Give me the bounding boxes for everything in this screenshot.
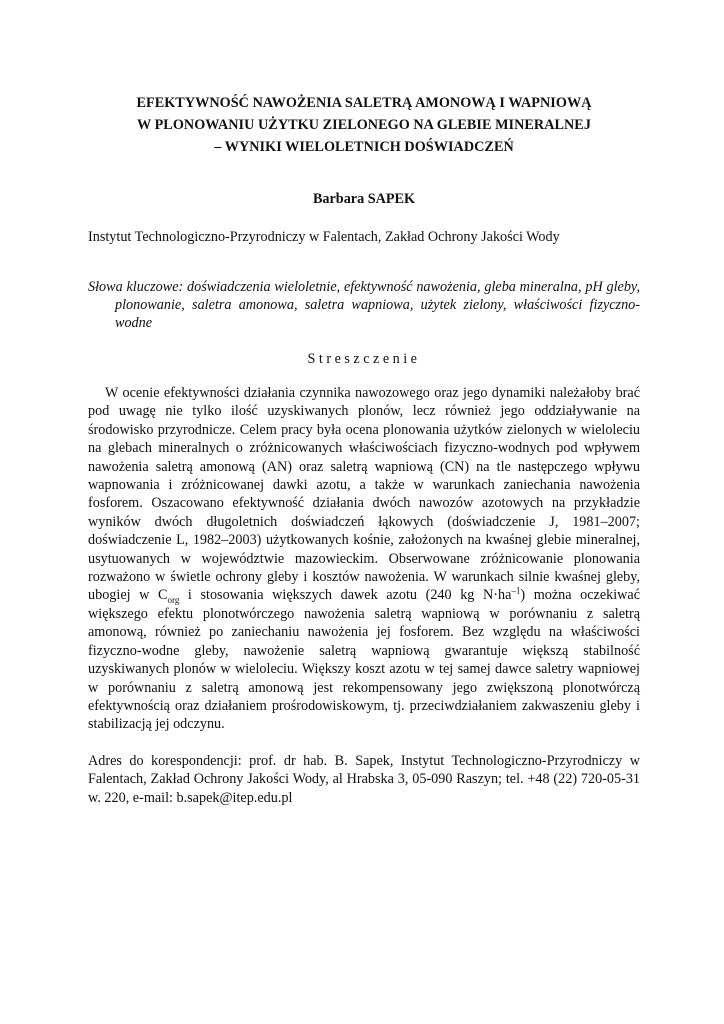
title-line-3: – WYNIKI WIELOLETNICH DOŚWIADCZEŃ [214, 139, 514, 155]
abstract-subscript: org [167, 595, 180, 606]
abstract-superscript: –1 [511, 585, 521, 596]
title-line-1: EFEKTYWNOŚĆ NAWOŻENIA SALETRĄ AMONOWĄ I WAPNIOWĄ [136, 95, 592, 111]
abstract-part-3: ) można oczekiwać większego efektu plonotwórczego nawożenia saletrą wapniową w porównaniu z saletrą amonową, również po zaniechaniu nawożenia jej fosforem. Bez względu na właściwości fizyczno-wodne gleby, nawożenie saletrą wapniową gwarantuje większą stabilność uzyskiwanych plonów w wieloleciu. Większy koszt azotu w tej samej dawce saletry wapniowej w porównaniu z saletrą amonową jest rekompensowany jego zwiększoną plonotwórczą efektywnością oraz działaniem prośrodowiskowym, tj. przeciwdziałaniem zakwaszeniu gleby i stabilizacją jej odczynu. [88, 587, 640, 733]
abstract-heading: Streszczenie [307, 351, 421, 367]
keywords: Słowa kluczowe: doświadczenia wieloletnie, efektywność nawożenia, gleba mineralna, pH gleby, plonowanie, saletra amonowa, saletra wapniowa, użytek zielony, właściwości fizyczno-wodne [88, 279, 640, 331]
abstract-text [88, 384, 640, 734]
correspondence-address: Adres do korespondencji: prof. dr hab. B. Sapek, Instytut Technologiczno-Przyrodniczy w Falentach, Zakład Ochrony Jakości Wody, al Hrabska 3, 05-090 Raszyn; tel. +48 (22) 720-05-31 w. 220, e-mail: b.sapek@itep.edu.pl [88, 752, 640, 806]
abstract-part-1: W ocenie efektywności działania czynnika nawozowego oraz jego dynamiki należałoby brać pod uwagę nie tylko ilość uzyskiwanych plonów, lecz również jego oddziaływanie na środowisko przyrodnicze. Celem pracy była ocena plonowania użytków zielonych w wieloleciu na glebach mineralnych o zróżnicowanych właściwościach fizyczno-wodnych pod wpływem nawożenia saletrą amonową (AN) oraz saletrą wapniową (CN) na tle następczego wpływu wapnowania i zróżnicowanej dawki azotu, a także w warunkach zaniechania nawożenia fosforem. Oszacowano efektywność działania dwóch nawozów azotowych na przykładzie wyników dwóch długoletnich doświadczeń łąkowych (doświadczenie J, 1981–2007; doświadczenie L, 1982–2003) użytkowanych kośnie, założonych na kwaśnej glebie mineralnej, usytuowanych w województwie mazowieckim. Obserwowane zróżnicowanie plonowania rozważono w świetle ochrony gleby i kosztów nawożenia. W warunkach silnie kwaśnej gleby, ubogiej w C [88, 385, 640, 604]
author-affiliation: Instytut Technologiczno-Przyrodniczy w Falentach, Zakład Ochrony Jakości Wody [88, 229, 560, 245]
paper-page [88, 92, 640, 807]
author-name: Barbara SAPEK [312, 191, 416, 207]
abstract-part-2: i stosowania większych dawek azotu (240 kg N·ha [179, 587, 512, 604]
paper-title [88, 92, 640, 158]
title-line-2: W PLONOWANIU UŻYTKU ZIELONEGO NA GLEBIE MINERALNEJ [137, 117, 591, 133]
